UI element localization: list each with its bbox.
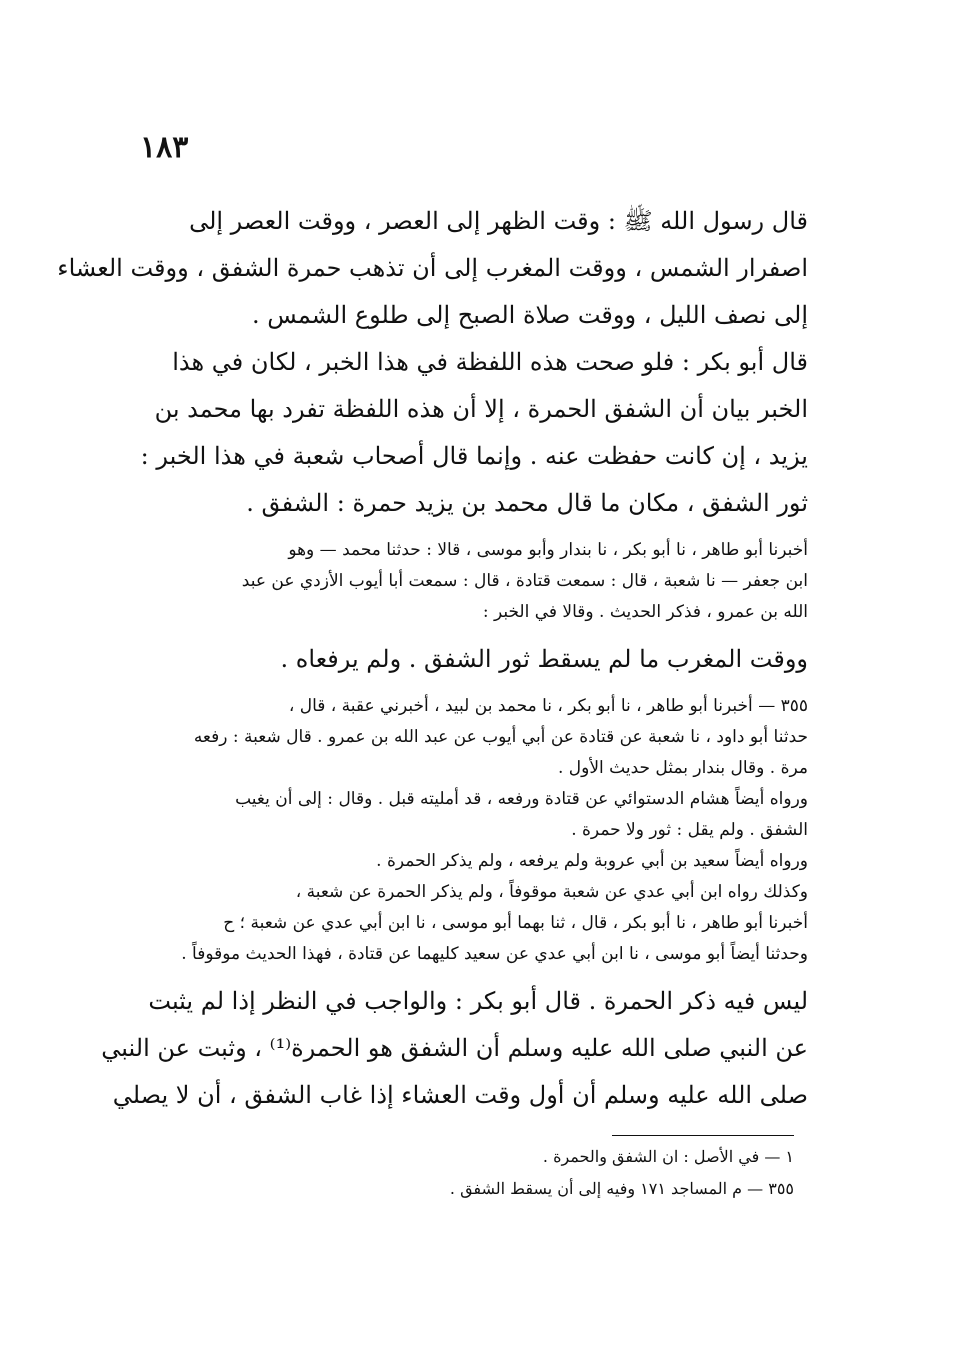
hadith-chain-line: وكذلك رواه ابن أبي عدي عن شعبة موقوفاً ، ولم يذكر الحمرة عن شعبة ،	[295, 882, 808, 902]
footnotes	[380, 1141, 794, 1205]
main-text-line: إلى نصف الليل ، ووقت صلاة الصبح إلى طلوع الشمس .	[252, 301, 808, 329]
page-body	[57, 198, 808, 1119]
hadith-chain-line: حدثنا أبو داود ، نا شعبة عن قتادة عن أبي أيوب عن عبد الله بن عمرو . قال شعبة : رفعه	[193, 727, 808, 747]
main-text-line: ووقت المغرب ما لم يسقط ثور الشفق . ولم يرفعاه .	[280, 645, 808, 673]
hadith-chain-line: ورواه أيضاً سعيد بن أبي عروبة ولم يرفعه ، ولم يذكر الحمرة .	[376, 851, 808, 871]
main-text-line: قال أبو بكر : فلو صحت هذه اللفظة في هذا الخبر ، لكان في هذا	[172, 348, 808, 376]
hadith-chain-line: ورواه أيضاً هشام الدستوائي عن قتادة ورفعه ، قد أمليته قبل . وقال : إلى أن يغيب	[235, 789, 808, 809]
footnote-divider	[612, 1135, 794, 1136]
hadith-chain-line: مرة . وقال بندار بمثل حديث الأول .	[557, 758, 808, 778]
spacer	[132, 527, 808, 535]
footnote: ٣٥٥ — م المساجد ١٧١ وفيه إلى أن يسقط الشفق .	[449, 1179, 794, 1198]
main-text-line: عن النبي صلى الله عليه وسلم أن الشفق هو الحمرة⁽¹⁾ ، وثبت عن النبي	[101, 1034, 808, 1062]
main-text-line: يزيد ، إن كانت حفظت عنه . وإنما قال أصحاب شعبة في هذا الخبر :	[140, 442, 808, 470]
spacer	[132, 970, 808, 978]
main-text-line: ليس فيه ذكر الحمرة . قال أبو بكر : والواجب في النظر إذا لم يثبت	[148, 987, 808, 1015]
main-text-line: قال رسول الله ﷺ : وقت الظهر إلى العصر ، ووقت العصر إلى	[189, 207, 808, 235]
hadith-chain-line: وحدثنا أيضاً أبو موسى ، نا ابن أبي عدي عن سعيد كليهما عن قتادة ، فهذا الحديث موقوفاً .	[181, 944, 808, 964]
page-number: ١٨٣	[140, 130, 189, 165]
main-text-line: اصفرار الشمس ، ووقت المغرب إلى أن تذهب حمرة الشفق ، ووقت العشاء	[57, 254, 808, 282]
hadith-chain-line: ابن جعفر — نا شعبة ، قال : سمعت قتادة ، قال : سمعت أبا أيوب الأزدي عن عبد	[241, 571, 808, 591]
hadith-chain-line: أخبرنا أبو طاهر ، نا أبو بكر ، قال ، ثنا بهما أبو موسى ، نا ابن أبي عدي عن شعبة ؛ ح	[223, 913, 808, 933]
spacer	[132, 628, 808, 636]
main-text-line: الخبر بيان أن الشفق الحمرة ، إلا أن هذه اللفظة تفرد بها محمد بن	[154, 395, 808, 423]
hadith-chain-line: أخبرنا أبو طاهر ، نا أبو بكر ، نا بندار وأبو موسى ، قالا : حدثنا محمد — وهو	[288, 540, 808, 560]
hadith-chain-line: ٣٥٥ — أخبرنا أبو طاهر ، نا أبو بكر ، نا محمد بن لبيد ، أخبرني عقبة ، قال ،	[288, 696, 808, 716]
hadith-chain-line: الشفق . ولم يقل : ثور ولا حمرة .	[571, 820, 808, 840]
spacer	[132, 683, 808, 691]
footnote: ١ — في الأصل : ان الشفق والحمرة .	[542, 1147, 794, 1166]
hadith-chain-line: الله بن عمرو ، فذكر الحديث . وقالا في الخبر :	[482, 602, 808, 622]
main-text-line: صلى الله عليه وسلم أن أول وقت العشاء إذا غاب الشفق ، أن لا يصلي	[112, 1081, 808, 1109]
main-text-line: ثور الشفق ، مكان ما قال محمد بن يزيد حمرة : الشفق .	[246, 489, 808, 517]
